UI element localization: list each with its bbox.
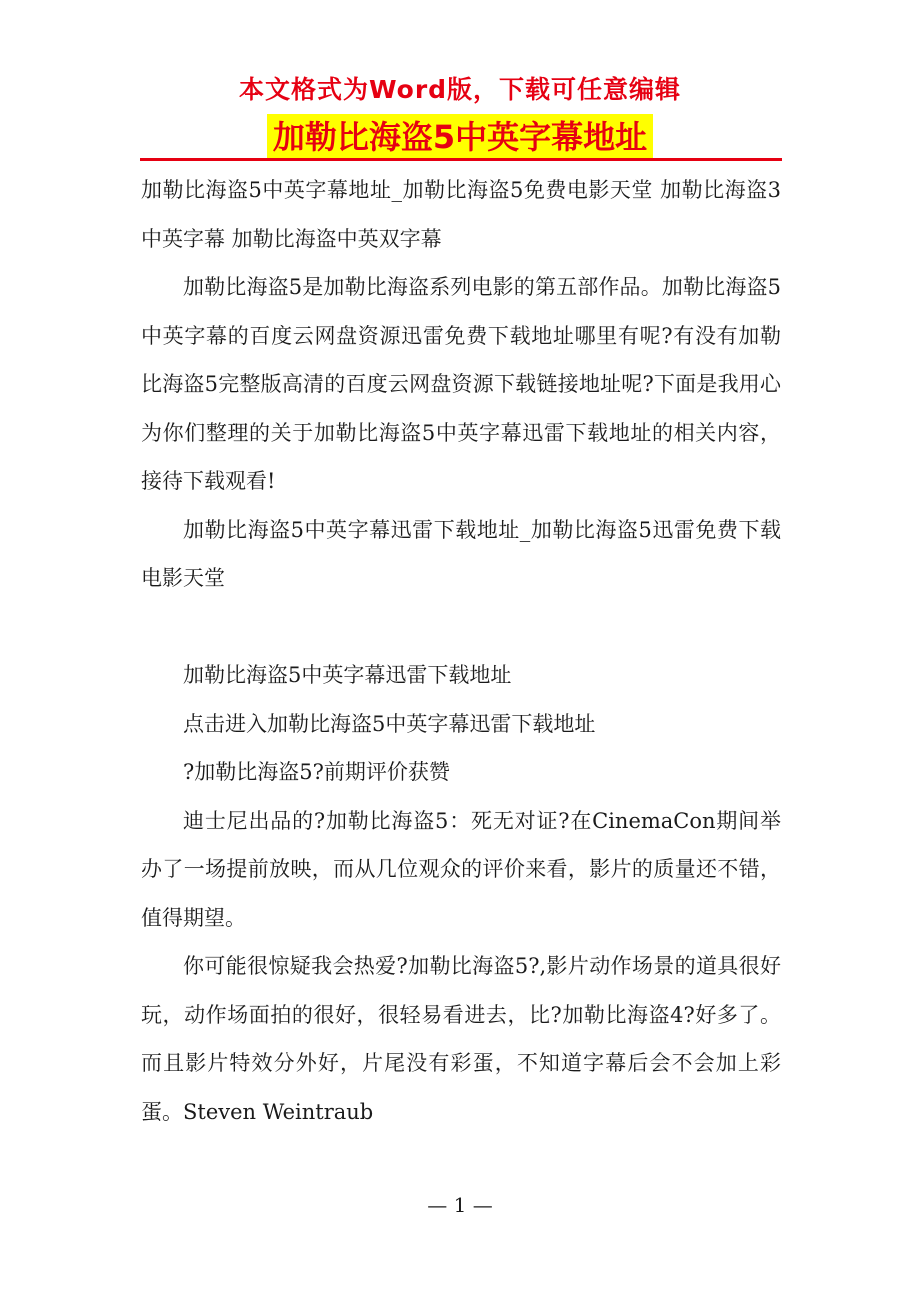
page-number: — 1 — bbox=[427, 1193, 493, 1217]
document-title: 加勒比海盗5中英字幕地址 bbox=[267, 114, 653, 160]
title-wrapper bbox=[0, 114, 920, 160]
paragraph-section-heading: 加勒比海盗5中英字幕迅雷下载地址 bbox=[183, 663, 512, 687]
paragraph-summary: 加勒比海盗5是加勒比海盗系列电影的第五部作品。加勒比海盗5中英字幕的百度云网盘资源迅雷免费下载地址哪里有呢?有没有加勒比海盗5完整版高清的百度云网盘资源下载链接地址呢?下面是我用心为你们整理的关于加勒比海盗5中英字幕迅雷下载地址的相关内容，接待下载观看! bbox=[141, 275, 781, 493]
paragraph-screening: 迪士尼出品的?加勒比海盗5：死无对证?在CinemaCon期间举办了一场提前放映，而从几位观众的评价来看，影片的质量还不错，值得期望。 bbox=[141, 808, 781, 930]
paragraph-opinion: 你可能很惊疑我会热爱?加勒比海盗5?,影片动作场景的道具很好玩，动作场面拍的很好，很轻易看进去，比?加勒比海盗4?好多了。而且影片特效分外好，片尾没有彩蛋，不知道字幕后会不会加上彩蛋。Steven Weintraub bbox=[141, 954, 781, 1124]
blank-line bbox=[141, 603, 781, 652]
paragraph-download-link: 点击进入加勒比海盗5中英字幕迅雷下载地址 bbox=[183, 711, 596, 736]
paragraph-subtitle: 加勒比海盗5中英字幕迅雷下载地址_加勒比海盗5迅雷免费下载电影天堂 bbox=[141, 517, 781, 590]
format-notice: 本文格式为Word版，下载可任意编辑 bbox=[238, 75, 682, 104]
header-divider bbox=[140, 158, 782, 161]
paragraph-intro: 加勒比海盗5中英字幕地址_加勒比海盗5免费电影天堂 加勒比海盗3中英字幕 加勒比海盗中英双字幕 bbox=[141, 178, 781, 251]
paragraph-review-heading: ?加勒比海盗5?前期评价获赞 bbox=[183, 760, 450, 784]
document-body bbox=[141, 166, 781, 1136]
